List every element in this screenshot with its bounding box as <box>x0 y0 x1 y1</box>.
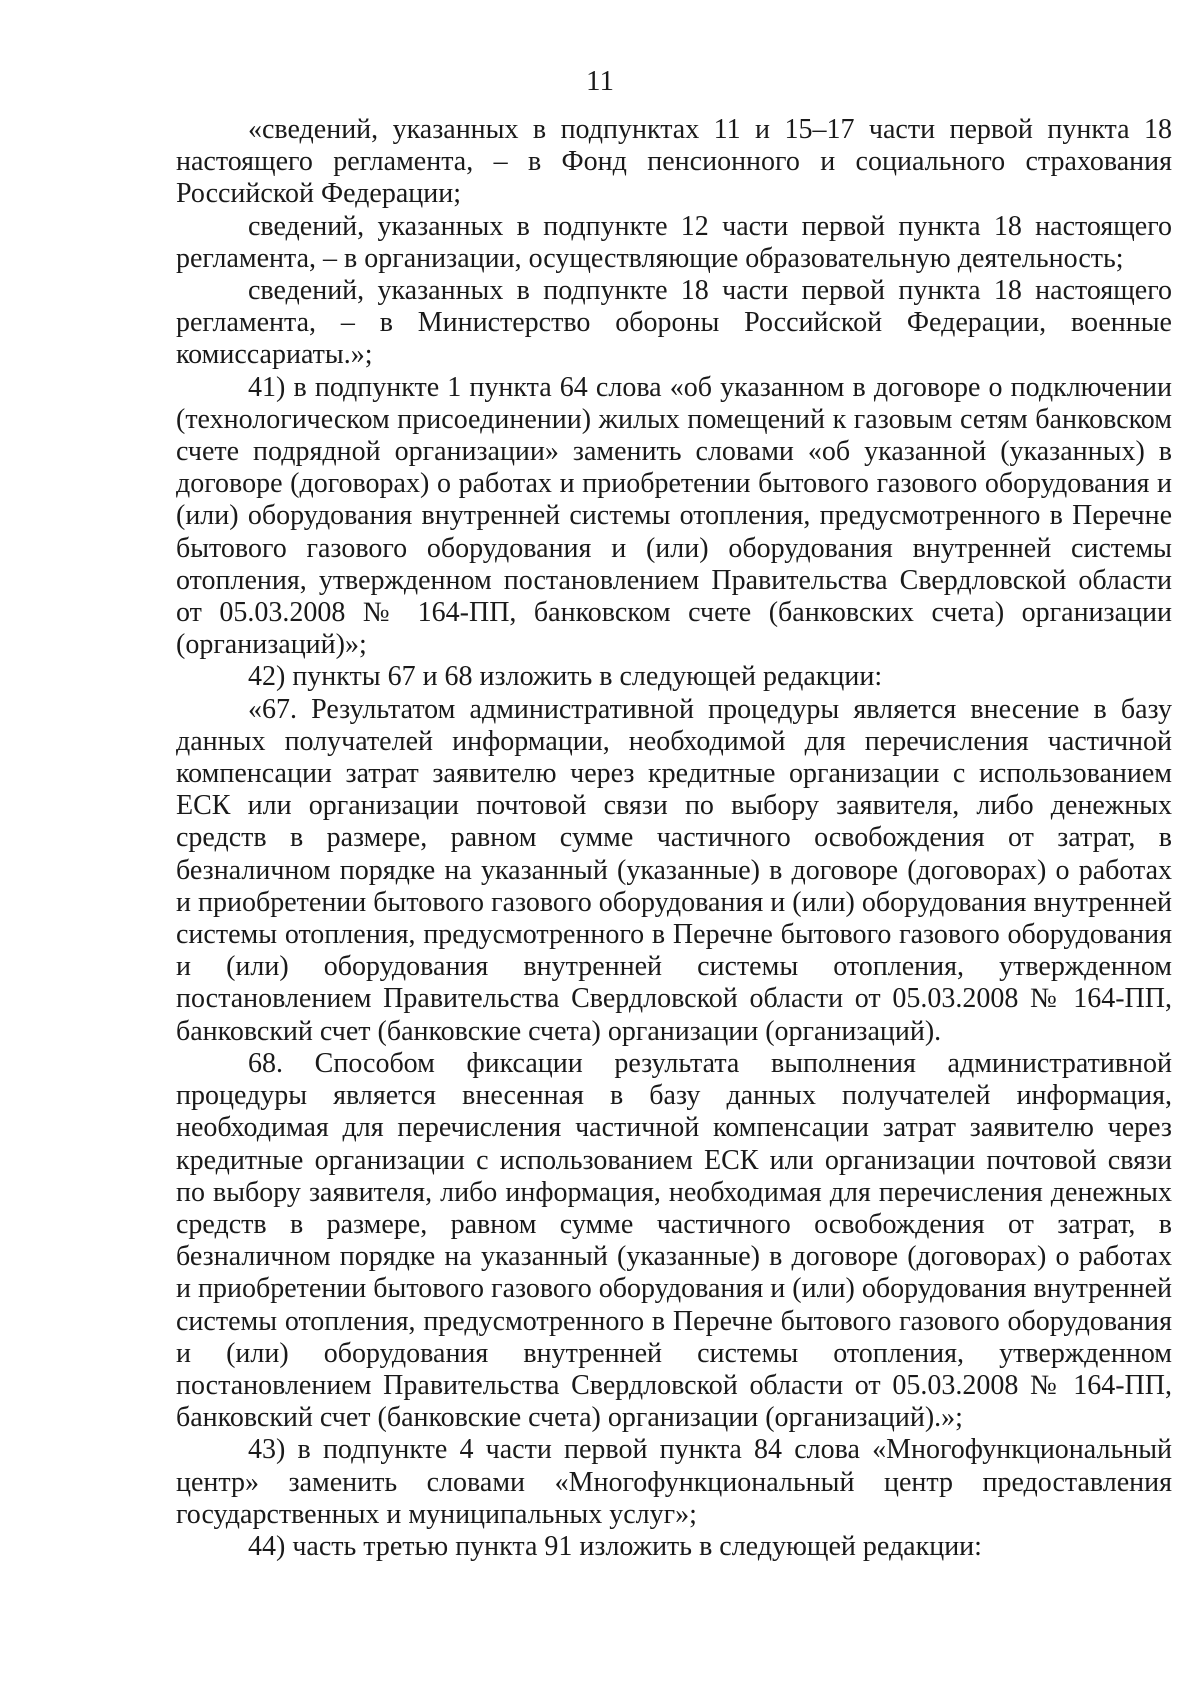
paragraph: 68. Способом фиксации результата выполнения административной процедуры является внесенная в базу данных получателей информация, необходимая для перечисления частичной компенсации затрат заявителю через кредитные организации с использованием ЕСК или организации почтовой связи по выбору заявителя, либо информация, необходимая для перечисления денежных средств в размере, равном сумме частичного освобождения от затрат, в безналичном порядке на указанный (указанные) в договоре (договорах) о работах и приобретении бытового газового оборудования и (или) оборудования внутренней системы отопления, предусмотренного в Перечне бытового газового оборудования и (или) оборудования внутренней системы отопления, утвержденном постановлением Правительства Свердловской области от 05.03.2008 № 164-ПП, банковский счет (банковские счета) организации (организаций).»; <box>176 1047 1172 1434</box>
paragraph: 42) пункты 67 и 68 изложить в следующей редакции: <box>248 661 883 693</box>
paragraph: сведений, указанных в подпункте 12 части первой пункта 18 настоящего регламента, – в организации, осуществляющие образовательную деятельность; <box>176 210 1172 274</box>
page-number: 11 <box>586 65 614 97</box>
paragraph: «67. Результатом административной процедуры является внесение в базу данных получателей информации, необходимой для перечисления частичной компенсации затрат заявителю через кредитные организации с использованием ЕСК или организации почтовой связи по выбору заявителя, либо денежных средств в размере, равном сумме частичного освобождения от затрат, в безналичном порядке на указанный (указанные) в договоре (договорах) о работах и приобретении бытового газового оборудования и (или) оборудования внутренней системы отопления, предусмотренного в Перечне бытового газового оборудования и (или) оборудования внутренней системы отопления, утвержденном постановлением Правительства Свердловской области от 05.03.2008 № 164-ПП, банковский счет (банковские счета) организации (организаций). <box>176 693 1172 1047</box>
document-body <box>176 114 1172 1563</box>
paragraph: 41) в подпункте 1 пункта 64 слова «об указанном в договоре о подключении (технологическом присоединении) жилых помещений к газовым сетям банковском счете подрядной организации» заменить словами «об указанной (указанных) в договоре (договорах) о работах и приобретении бытового газового оборудования и (или) оборудования внутренней системы отопления, предусмотренного в Перечне бытового газового оборудования и (или) оборудования внутренней системы отопления, утвержденном постановлением Правительства Свердловской области от 05.03.2008 № 164-ПП, банковском счете (банковских счета) организации (организаций)»; <box>176 371 1172 661</box>
paragraph: 44) часть третью пункта 91 изложить в следующей редакции: <box>248 1530 982 1562</box>
paragraph: «сведений, указанных в подпунктах 11 и 15–17 части первой пункта 18 настоящего регламента, – в Фонд пенсионного и социального страхования Российской Федерации; <box>176 114 1172 210</box>
paragraph: сведений, указанных в подпункте 18 части первой пункта 18 настоящего регламента, – в Министерство обороны Российской Федерации, военные комиссариаты.»; <box>176 275 1172 371</box>
paragraph: 43) в подпункте 4 части первой пункта 84 слова «Многофункциональный центр» заменить словами «Многофункциональный центр предоставления государственных и муниципальных услуг»; <box>176 1434 1172 1530</box>
